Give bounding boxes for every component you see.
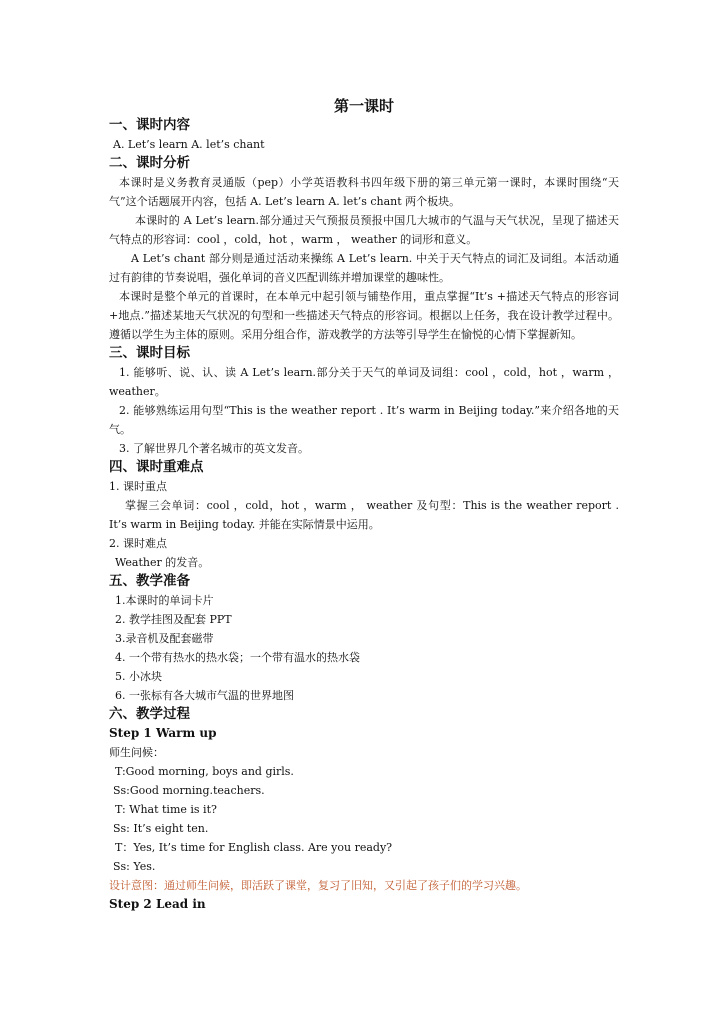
section-heading-key-points: 四、课时重难点 <box>109 459 204 475</box>
content-line: A. Let’s learn A. let’s chant <box>113 138 265 151</box>
prep-item: 4. 一个带有热水的热水袋；一个带有温水的热水袋 <box>115 651 360 664</box>
lesson-plan-page <box>109 96 619 914</box>
prep-item: 1.本课时的单词卡片 <box>115 594 214 607</box>
section-heading-preparation: 五、教学准备 <box>109 573 190 589</box>
dialog-line: T：Yes, It’s time for English class. Are you ready? <box>115 841 393 854</box>
dialog-line: Ss:Good morning.teachers. <box>113 784 265 797</box>
prep-item: 5. 小冰块 <box>115 670 162 683</box>
goal-2: 2. 能够熟练运用句型“This is the weather report . It’s warm in Beijing today.”来介绍各地的天气。 <box>109 404 619 436</box>
analysis-paragraph-1: 本课时是义务教育灵通版（pep）小学英语教科书四年级下册的第三单元第一课时，本课时围绕“天气”这个话题展开内容，包括 A. Let’s learn A. let’s chant 两个板块。 <box>109 176 619 208</box>
prep-item: 6. 一张标有各大城市气温的世界地图 <box>115 689 294 702</box>
analysis-paragraph-3: A Let’s chant 部分则是通过活动来操练 A Let’s learn. 中关于天气特点的词汇及词组。本活动通过有韵律的节奏说唱，强化单词的音义匹配训练并增加课堂的趣味性。 <box>109 252 619 284</box>
page-title: 第一课时 <box>333 97 394 115</box>
design-intent-note: 设计意图：通过师生问候，即活跃了课堂，复习了旧知，又引起了孩子们的学习兴趣。 <box>109 879 527 892</box>
section-heading-process: 六、教学过程 <box>109 706 190 722</box>
analysis-paragraph-2: 本课时的 A Let’s learn.部分通过天气预报员预报中国几大城市的气温与天气状况，呈现了描述天气特点的形容词：cool ，cold，hot ，warm ， weather 的词形和意义。 <box>109 214 619 246</box>
goal-3: 3. 了解世界几个著名城市的英文发音。 <box>119 442 309 455</box>
prep-item: 2. 教学挂图及配套 PPT <box>115 613 232 626</box>
difficulty-label: 2. 课时难点 <box>109 537 167 550</box>
dialog-line: T:Good morning, boys and girls. <box>115 765 294 778</box>
section-heading-analysis: 二、课时分析 <box>109 155 190 171</box>
section-heading-goals: 三、课时目标 <box>109 345 190 361</box>
dialog-line: Ss: Yes. <box>113 860 156 873</box>
dialog-line: T: What time is it? <box>115 803 217 816</box>
goal-1: 1. 能够听、说、认、读 A Let’s learn.部分关于天气的单词及词组：cool ，cold，hot ，warm ， weather。 <box>109 366 619 398</box>
analysis-paragraph-4: 本课时是整个单元的首课时，在本单元中起引领与铺垫作用，重点掌握“It’s +描述天气特点的形容词+地点.”描述某地天气状况的句型和一些描述天气特点的形容词。根据以上任务，我在设计教学过程中。遵循以学生为主体的原则。采用分组合作，游戏教学的方法等引导学生在愉悦的心情下掌握新知。 <box>109 290 619 341</box>
step-1-heading: Step 1 Warm up <box>109 726 217 740</box>
greeting-label: 师生问候： <box>109 746 164 759</box>
key-point-text: 掌握三会单词：cool ，cold，hot ，warm ， weather 及句型：This is the weather report . It’s warm in Beijing today. 并能在实际情景中运用。 <box>109 499 619 531</box>
prep-item: 3.录音机及配套磁带 <box>115 632 214 645</box>
step-2-heading: Step 2 Lead in <box>109 897 206 911</box>
difficulty-text: Weather 的发音。 <box>115 556 210 569</box>
dialog-line: Ss: It’s eight ten. <box>113 822 209 835</box>
section-heading-content: 一、课时内容 <box>109 117 190 133</box>
key-point-label: 1. 课时重点 <box>109 480 167 493</box>
